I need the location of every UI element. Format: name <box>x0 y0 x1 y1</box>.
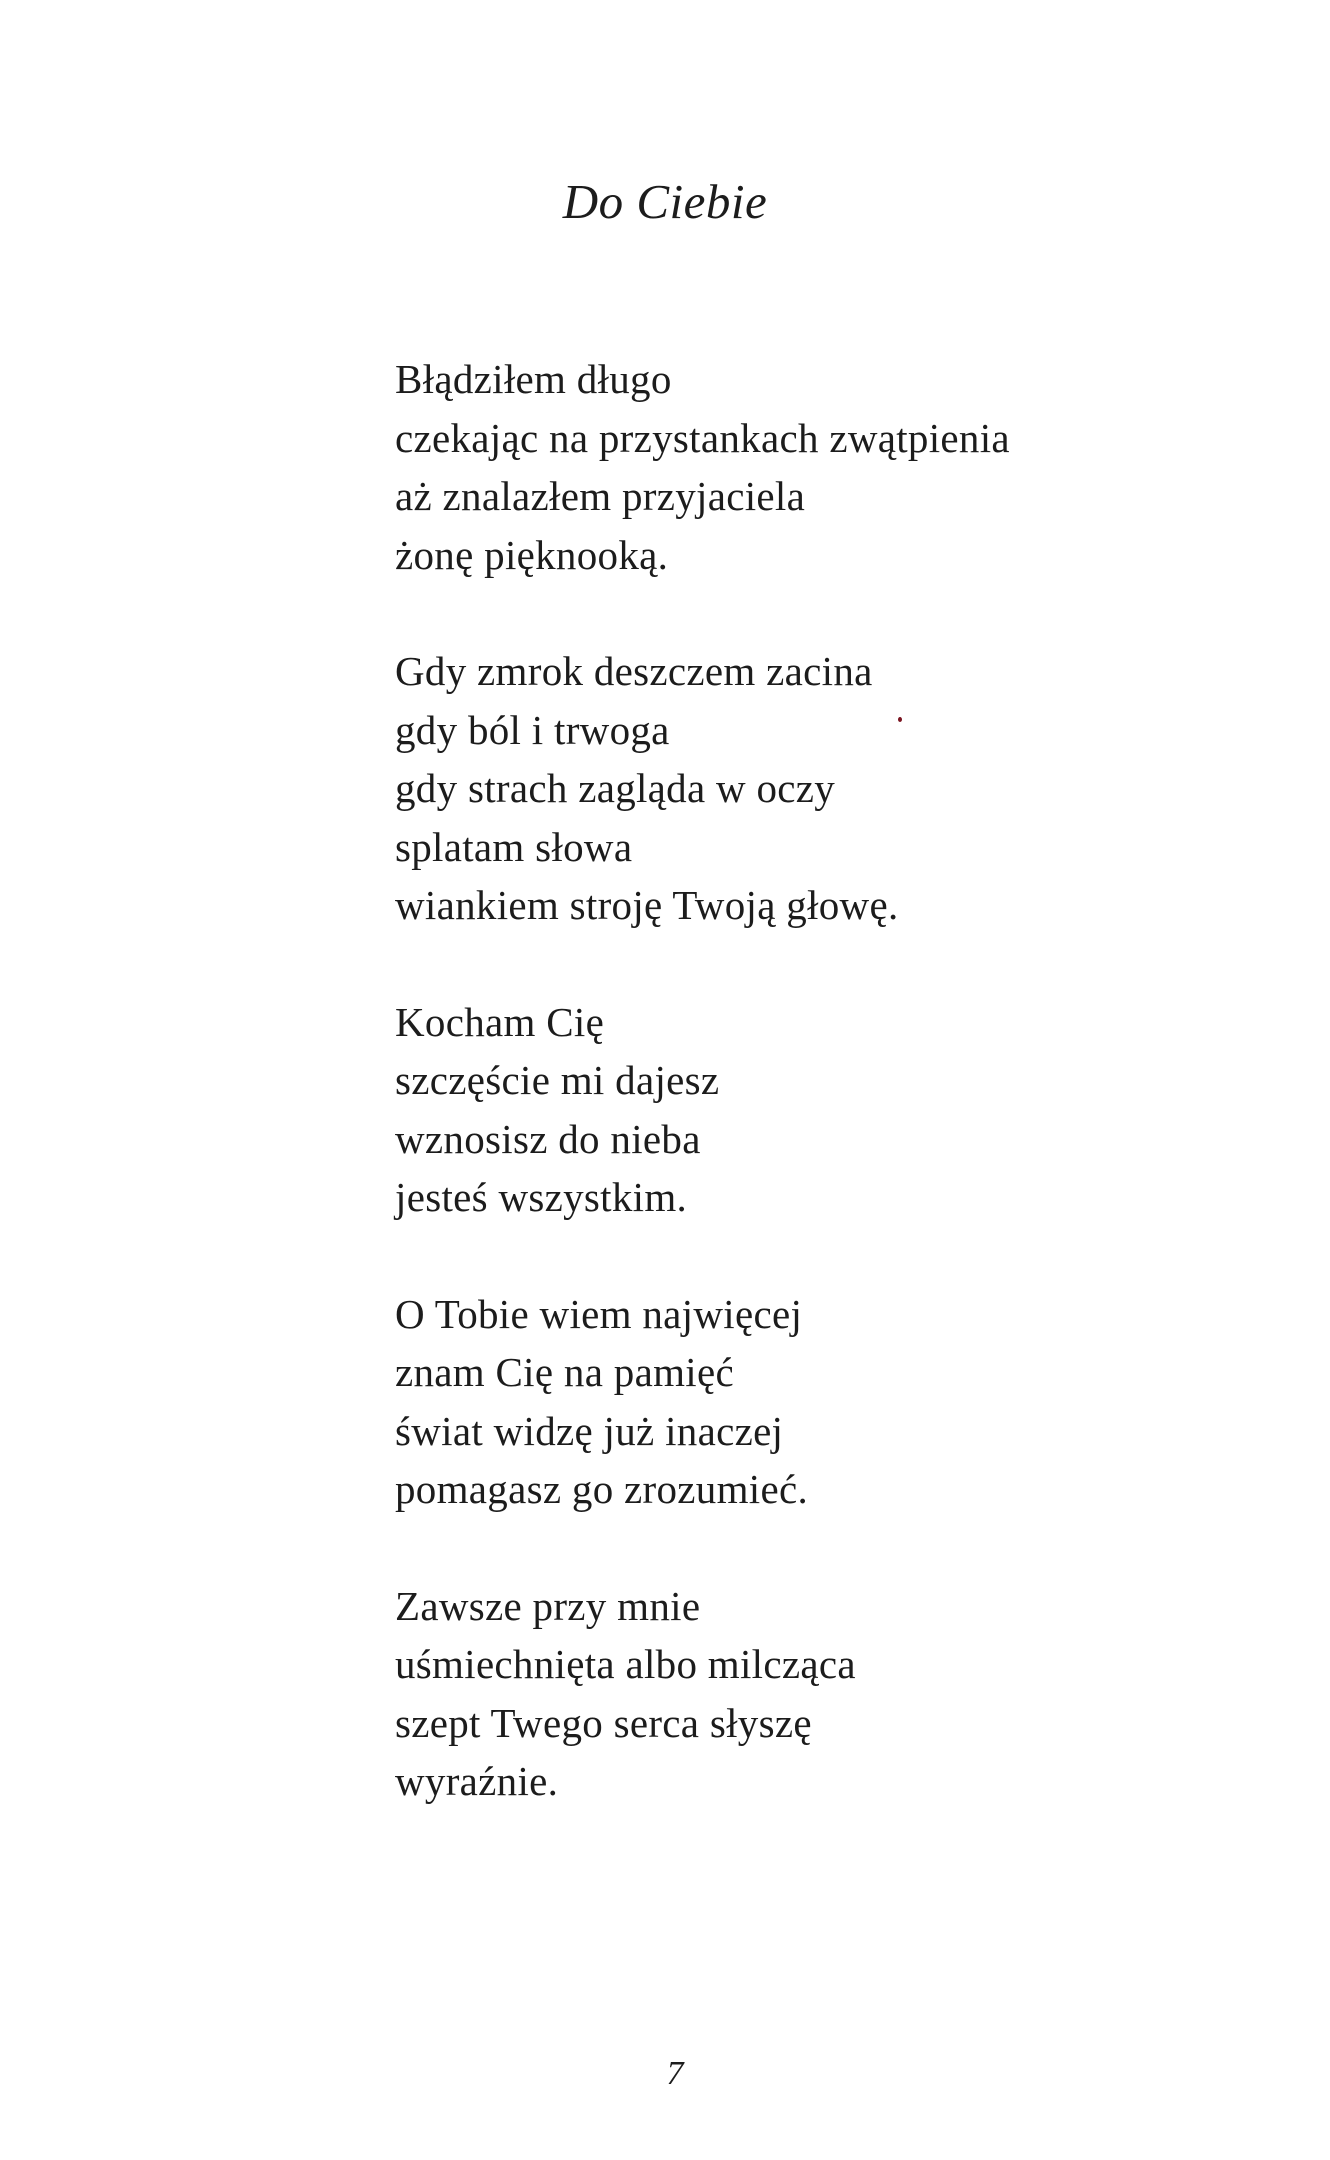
poem-line: wyraźnie. <box>395 1758 559 1804</box>
page-number: 7 <box>666 2055 684 2092</box>
poem-line: O Tobie wiem najwięcej <box>395 1290 803 1337</box>
poem-line: splatam słowa <box>395 823 633 870</box>
poem-line: szept Twego serca słyszę <box>395 1699 812 1746</box>
poem-line: szczęście mi dajesz <box>395 1057 720 1103</box>
poem-line: czekając na przystankach zwątpienia <box>395 414 1010 461</box>
poem-line: Błądziłem długo <box>395 356 672 402</box>
poem-line: gdy ból i trwoga <box>395 706 670 753</box>
stanza-4 <box>395 1285 1195 1519</box>
poem-line: znam Cię na pamięć <box>395 1349 734 1395</box>
poem-line: aż znalazłem przyjaciela <box>395 473 806 519</box>
poem-line: uśmiechnięta albo milcząca <box>395 1641 856 1687</box>
ink-speck <box>898 717 902 722</box>
poem-line: wznosisz do nieba <box>395 1115 701 1162</box>
poem-line: Gdy zmrok deszczem zacina <box>395 648 873 694</box>
poem-line: gdy strach zagląda w oczy <box>395 765 836 811</box>
poem-body <box>395 350 1195 1811</box>
stanza-5 <box>395 1577 1195 1811</box>
poem-line: Zawsze przy mnie <box>395 1582 701 1629</box>
poem-line: jesteś wszystkim. <box>395 1174 688 1220</box>
stanza-1 <box>395 350 1195 584</box>
stanza-2 <box>395 642 1195 935</box>
poem-line: pomagasz go zrozumieć. <box>395 1466 809 1512</box>
poem-line: Kocham Cię <box>395 998 605 1045</box>
stanza-3 <box>395 993 1195 1227</box>
poem-line: świat widzę już inaczej <box>395 1407 784 1454</box>
poem-title: Do Ciebie <box>562 174 768 229</box>
poem-line: żonę pięknooką. <box>395 531 669 578</box>
poem-line: wiankiem stroję Twoją głowę. <box>395 882 899 928</box>
